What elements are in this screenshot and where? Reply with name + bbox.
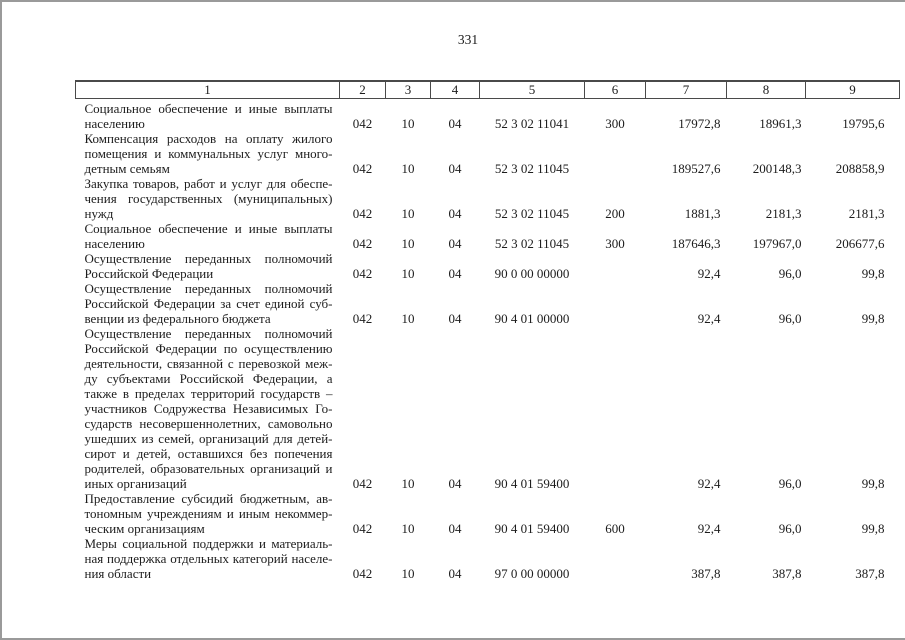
row-name-line: Российской Федерации за счет единой суб-: [84, 296, 333, 311]
grbs-code-cell: 042: [352, 266, 373, 281]
expense-type-code-cell: [585, 131, 646, 176]
row-name-line: Компенсация расходов на оплату жилого: [84, 131, 333, 146]
grbs-code-cell: 042: [352, 566, 373, 581]
amount-col9-cell: 99,8: [861, 266, 885, 281]
row-name-line: детным семьям: [84, 161, 170, 176]
amount-col7-cell: 1881,3: [684, 206, 721, 221]
row-name-line: деятельности, связанной с перевозкой меж-: [84, 356, 333, 371]
row-name-line: Меры социальной поддержки и материаль-: [84, 536, 333, 551]
column-header: 5: [480, 81, 585, 98]
table-row: [76, 536, 900, 581]
target-article-code-cell: 97 0 00 00000: [494, 566, 570, 581]
amount-col9-cell: 99,8: [861, 521, 885, 536]
amount-col8-cell: 387,8: [772, 566, 802, 581]
row-name-line: помещения и коммунальных услуг много-: [84, 146, 333, 161]
amount-col9-cell: 387,8: [855, 566, 885, 581]
target-article-code-cell: 52 3 02 11045: [494, 206, 570, 221]
amount-col8-cell: 96,0: [778, 266, 802, 281]
amount-col9-cell: 208858,9: [835, 161, 885, 176]
table-row: [76, 101, 900, 131]
row-name-line: ду субъектами Российской Федерации, а: [84, 371, 333, 386]
section-code-cell: 10: [401, 311, 415, 326]
row-name-line: Социальное обеспечение и иные выплаты: [84, 221, 333, 236]
expense-type-code-cell: 600: [605, 521, 625, 536]
amount-col8-cell: 2181,3: [765, 206, 802, 221]
row-name-line: ческим организациям: [84, 521, 205, 536]
row-name-cell: [76, 326, 340, 491]
row-name-cell: [76, 101, 340, 131]
amount-col7-cell: 92,4: [697, 266, 721, 281]
amount-col9-cell: 99,8: [861, 311, 885, 326]
section-code-cell: 10: [401, 161, 415, 176]
row-name-line: Осуществление переданных полномочий: [84, 251, 333, 266]
row-name-line: Социальное обеспечение и иные выплаты: [84, 101, 333, 116]
row-name-line: иных организаций: [84, 476, 187, 491]
expense-type-code-cell: [585, 326, 646, 491]
amount-col9-cell: 2181,3: [848, 206, 885, 221]
amount-col8-cell: 197967,0: [752, 236, 802, 251]
grbs-code-cell: 042: [352, 236, 373, 251]
subsection-code-cell: 04: [448, 116, 462, 131]
row-name-line: чения государственных (муниципальных): [84, 191, 333, 206]
section-code-cell: 10: [401, 476, 415, 491]
amount-col8-cell: 200148,3: [752, 161, 802, 176]
section-code-cell: 10: [401, 566, 415, 581]
amount-col8-cell: 96,0: [778, 476, 802, 491]
row-name-line: ная поддержка отдельных категорий населе-: [84, 551, 333, 566]
target-article-code-cell: 90 4 01 00000: [494, 311, 570, 326]
row-name-cell: [76, 491, 340, 536]
row-name-line: нужд: [84, 206, 114, 221]
grbs-code-cell: 042: [352, 311, 373, 326]
subsection-code-cell: 04: [448, 521, 462, 536]
table-row: [76, 221, 900, 251]
page-number: 331: [457, 32, 479, 47]
amount-col9-cell: 19795,6: [842, 116, 885, 131]
row-name-cell: [76, 131, 340, 176]
column-header: 8: [727, 81, 806, 98]
row-name-line: родителей, образовательных организаций и: [84, 461, 333, 476]
subsection-code-cell: 04: [448, 476, 462, 491]
amount-col8-cell: 96,0: [778, 311, 802, 326]
amount-col9-cell: 99,8: [861, 476, 885, 491]
subsection-code-cell: 04: [448, 266, 462, 281]
section-code-cell: 10: [401, 266, 415, 281]
column-header: 4: [431, 81, 480, 98]
subsection-code-cell: 04: [448, 566, 462, 581]
grbs-code-cell: 042: [352, 116, 373, 131]
column-header: 2: [340, 81, 386, 98]
column-header: 3: [386, 81, 431, 98]
row-name-line: сударств несовершеннолетних, самовольно: [84, 416, 333, 431]
row-name-line: Российской Федерации: [84, 266, 214, 281]
row-name-line: ния области: [84, 566, 152, 581]
row-name-line: также в пределах территорий государств –: [84, 386, 333, 401]
table-row: [76, 251, 900, 281]
expense-type-code-cell: [585, 281, 646, 326]
row-name-cell: [76, 281, 340, 326]
row-name-line: Осуществление переданных полномочий: [84, 326, 333, 341]
expense-type-code-cell: 200: [605, 206, 625, 221]
row-name-line: сирот и детей, оставшихся без попечения: [84, 446, 333, 461]
target-article-code-cell: 52 3 02 11041: [494, 116, 570, 131]
amount-col7-cell: 187646,3: [671, 236, 721, 251]
row-name-cell: [76, 536, 340, 581]
amount-col7-cell: 92,4: [697, 476, 721, 491]
section-code-cell: 10: [401, 236, 415, 251]
amount-col8-cell: 18961,3: [759, 116, 802, 131]
column-header: 7: [646, 81, 727, 98]
section-code-cell: 10: [401, 521, 415, 536]
expense-type-code-cell: 300: [605, 116, 625, 131]
row-name-line: венции из федерального бюджета: [84, 311, 271, 326]
column-header: 6: [585, 81, 646, 98]
table-row: [76, 326, 900, 491]
row-name-line: населению: [84, 236, 145, 251]
grbs-code-cell: 042: [352, 161, 373, 176]
grbs-code-cell: 042: [352, 206, 373, 221]
row-name-line: Осуществление переданных полномочий: [84, 281, 333, 296]
amount-col7-cell: 92,4: [697, 311, 721, 326]
row-name-line: населению: [84, 116, 145, 131]
section-code-cell: 10: [401, 116, 415, 131]
expense-type-code-cell: [585, 251, 646, 281]
target-article-code-cell: 90 0 00 00000: [494, 266, 570, 281]
table-row: [76, 176, 900, 221]
target-article-code-cell: 52 3 02 11045: [494, 236, 570, 251]
amount-col7-cell: 17972,8: [678, 116, 721, 131]
amount-col8-cell: 96,0: [778, 521, 802, 536]
column-header: 1: [76, 81, 340, 98]
amount-col7-cell: 92,4: [697, 521, 721, 536]
row-name-line: Предоставление субсидий бюджетным, ав-: [84, 491, 333, 506]
subsection-code-cell: 04: [448, 206, 462, 221]
row-name-cell: [76, 251, 340, 281]
row-name-cell: [76, 221, 340, 251]
table-row: [76, 281, 900, 326]
table-row: [76, 491, 900, 536]
expense-type-code-cell: 300: [605, 236, 625, 251]
amount-col9-cell: 206677,6: [835, 236, 885, 251]
row-name-line: участников Содружества Независимых Го-: [84, 401, 333, 416]
amount-col7-cell: 189527,6: [671, 161, 721, 176]
row-name-line: Российской Федерации по осуществлению: [84, 341, 333, 356]
target-article-code-cell: 90 4 01 59400: [494, 521, 570, 536]
grbs-code-cell: 042: [352, 476, 373, 491]
target-article-code-cell: 90 4 01 59400: [494, 476, 570, 491]
budget-table: [75, 80, 900, 581]
row-name-cell: [76, 176, 340, 221]
section-code-cell: 10: [401, 206, 415, 221]
subsection-code-cell: 04: [448, 161, 462, 176]
subsection-code-cell: 04: [448, 236, 462, 251]
target-article-code-cell: 52 3 02 11045: [494, 161, 570, 176]
row-name-line: ушедших из семей, организаций для детей-: [84, 431, 333, 446]
table-header-row: [76, 81, 900, 98]
amount-col7-cell: 387,8: [691, 566, 721, 581]
row-name-line: тономным учреждениям и иным некоммер-: [84, 506, 333, 521]
subsection-code-cell: 04: [448, 311, 462, 326]
table-row: [76, 131, 900, 176]
grbs-code-cell: 042: [352, 521, 373, 536]
row-name-line: Закупка товаров, работ и услуг для обеспе-: [84, 176, 333, 191]
expense-type-code-cell: [585, 536, 646, 581]
column-header: 9: [806, 81, 900, 98]
